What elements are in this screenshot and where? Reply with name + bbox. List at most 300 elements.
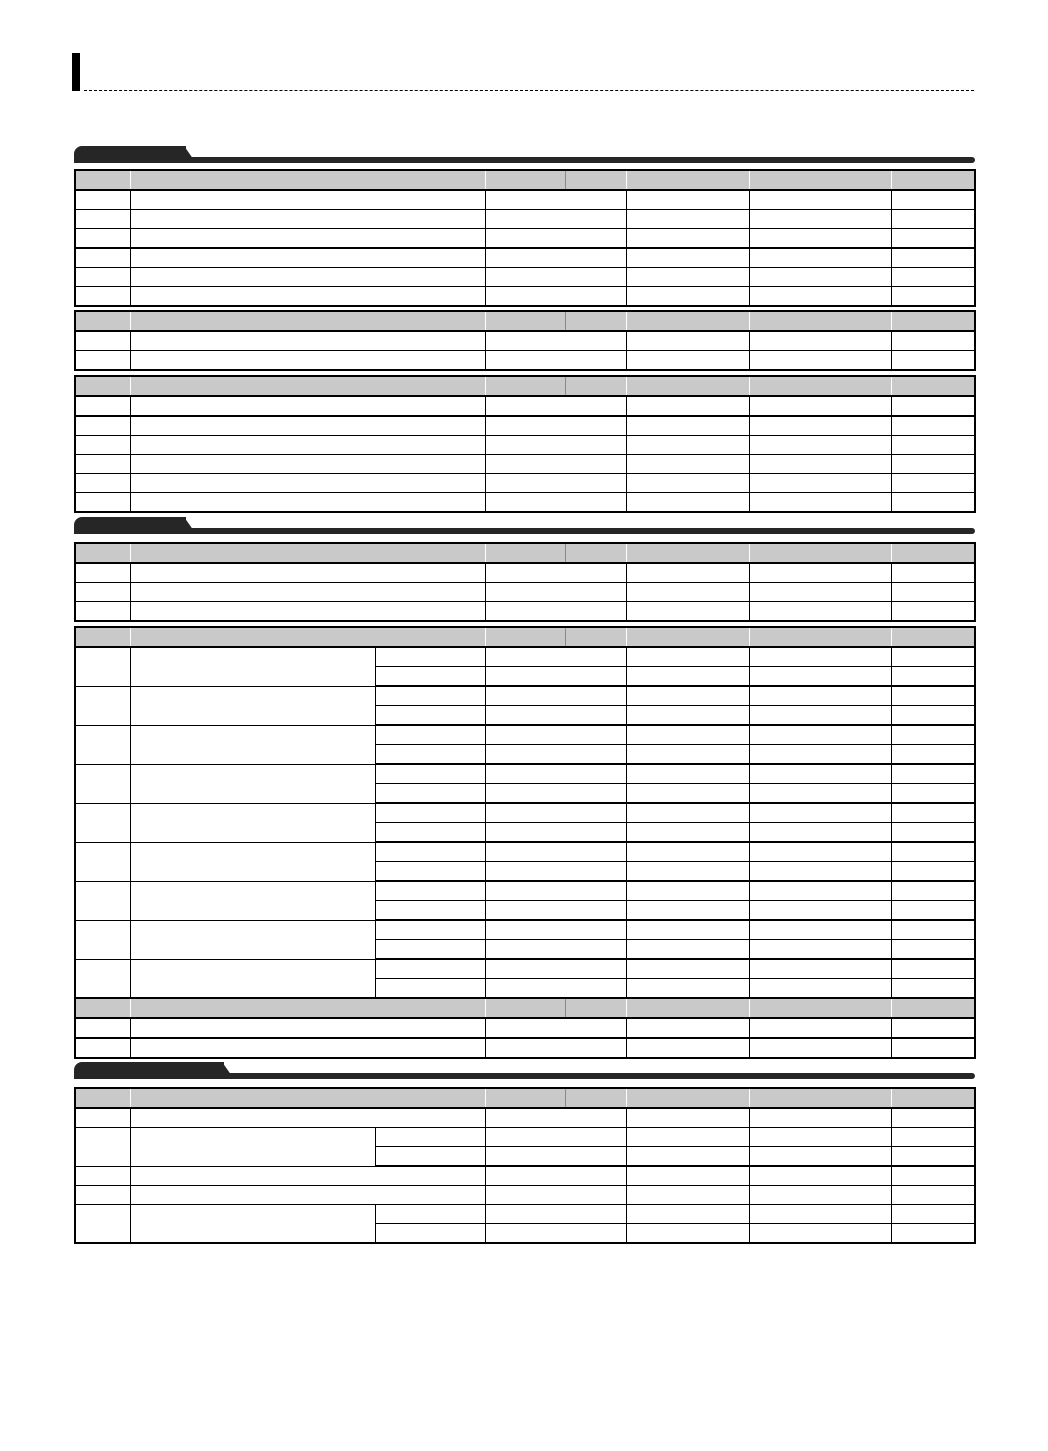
table-cell [749,823,891,843]
table-cell [375,920,485,940]
table-cell [891,647,975,667]
table-cell [75,563,130,583]
table-cell [130,842,375,881]
table-row [75,1038,975,1058]
table-cell [485,493,626,513]
table-cell [130,287,485,307]
table-row [75,396,975,416]
table-cell [626,436,749,455]
table-cell [485,803,626,823]
table-row [75,493,975,513]
table-cell [891,474,975,493]
table-cell [130,396,485,416]
table-cell [130,686,375,725]
table-cell [749,940,891,960]
table-cell [130,998,485,1018]
table-cell [565,376,626,396]
table-cell [749,351,891,371]
table-cell [891,493,975,513]
table-cell [565,1088,626,1108]
table-row [75,229,975,249]
table-cell [75,474,130,493]
table-cell [75,190,130,210]
table-cell [891,190,975,210]
table-cell [749,331,891,351]
table-cell [75,1186,130,1205]
table-cell [75,376,130,396]
table-cell [626,311,749,331]
table-cell [749,1147,891,1167]
table-cell [891,1038,975,1058]
table-cell [626,474,749,493]
table-row [75,190,975,210]
table-cell [891,667,975,687]
table-cell [485,311,565,331]
spec-table-1b [74,310,976,371]
table-cell [749,1166,891,1186]
table-cell [891,455,975,474]
table-cell [749,493,891,513]
table-cell [891,563,975,583]
table-cell [130,248,485,268]
table-cell [749,803,891,823]
table-cell [749,627,891,647]
table-cell [130,416,485,436]
table-cell [626,823,749,843]
table-row [75,583,975,602]
table-cell [749,170,891,190]
table-cell [375,842,485,862]
table-cell [626,784,749,804]
table-cell [626,331,749,351]
table-cell [749,1038,891,1058]
table-cell [891,416,975,436]
table-cell [130,268,485,287]
table-cell [75,229,130,249]
table-cell [130,351,485,371]
spec-table-1a [74,169,976,307]
table-cell [626,268,749,287]
table-cell [626,455,749,474]
table-cell [130,436,485,455]
table-cell [485,725,626,745]
table-cell [485,229,626,249]
section-header-3 [72,1062,975,1084]
table-row [75,455,975,474]
table-row [75,1205,975,1224]
table-cell [891,764,975,784]
table-cell [130,602,485,622]
table-cell [485,784,626,804]
table-cell [75,287,130,307]
table-cell [565,170,626,190]
table-cell [626,862,749,882]
table-cell [485,862,626,882]
table-cell [130,1166,485,1186]
table-cell [749,647,891,667]
table-row [75,1018,975,1038]
table-cell [749,210,891,229]
table-cell [75,998,130,1018]
table-cell [485,647,626,667]
table-cell [375,1147,485,1167]
spec-table-1c [74,375,976,513]
table-cell [75,803,130,842]
table-row [75,331,975,351]
table-cell [891,543,975,563]
table-cell [130,1205,375,1244]
table-cell [485,745,626,765]
table-cell [375,881,485,901]
table-cell [75,311,130,331]
table-cell [130,647,375,686]
table-cell [749,842,891,862]
table-cell [891,842,975,862]
table-cell [485,627,565,647]
table-row [75,436,975,455]
table-cell [749,583,891,602]
table-cell [749,1128,891,1147]
table-header-row [75,170,975,190]
table-cell [375,1205,485,1224]
table-cell [375,706,485,726]
table-cell [75,764,130,803]
table-cell [130,474,485,493]
table-cell [485,1224,626,1244]
table-cell [485,331,626,351]
table-cell [749,311,891,331]
table-row [75,1166,975,1186]
table-cell [485,686,626,706]
table-cell [485,416,626,436]
table-row [75,1108,975,1128]
table-cell [626,686,749,706]
table-cell [626,745,749,765]
table-cell [626,1108,749,1128]
table-cell [130,190,485,210]
table-cell [626,493,749,513]
title-dashed-rule [84,90,974,91]
table-header-row [75,543,975,563]
table-cell [749,979,891,999]
table-cell [626,764,749,784]
table-cell [375,745,485,765]
table-cell [485,210,626,229]
table-cell [749,1088,891,1108]
table-cell [626,667,749,687]
table-cell [891,287,975,307]
table-cell [626,881,749,901]
table-cell [749,287,891,307]
table-cell [626,1128,749,1147]
table-cell [485,436,626,455]
table-cell [891,1166,975,1186]
table-cell [749,436,891,455]
table-cell [375,1224,485,1244]
table-cell [626,351,749,371]
table-cell [485,1108,626,1128]
section-bar [74,157,975,163]
table-cell [375,764,485,784]
table-cell [626,1018,749,1038]
table-cell [485,940,626,960]
table-cell [891,901,975,921]
table-cell [891,1088,975,1108]
table-cell [130,881,375,920]
table-row [75,1128,975,1147]
table-cell [75,920,130,959]
table-cell [130,1186,485,1205]
table-cell [75,1088,130,1108]
table-cell [749,667,891,687]
table-cell [749,190,891,210]
table-cell [749,1205,891,1224]
table-cell [75,647,130,686]
table-cell [626,725,749,745]
table-cell [130,1038,485,1058]
table-cell [891,1224,975,1244]
table-cell [485,190,626,210]
table-cell [749,268,891,287]
table-cell [749,862,891,882]
table-row [75,764,975,784]
table-cell [375,784,485,804]
table-cell [375,725,485,745]
table-cell [626,940,749,960]
table-cell [749,602,891,622]
table-cell [130,331,485,351]
table-cell [130,563,485,583]
table-cell [375,823,485,843]
spec-table-2c [74,997,976,1059]
table-cell [626,583,749,602]
table-cell [75,210,130,229]
table-cell [485,170,565,190]
table-cell [749,784,891,804]
table-cell [75,881,130,920]
table-cell [626,998,749,1018]
table-cell [891,436,975,455]
table-cell [626,1088,749,1108]
table-cell [375,1128,485,1147]
table-cell [130,170,485,190]
table-cell [749,376,891,396]
table-header-row [75,376,975,396]
table-cell [485,881,626,901]
table-cell [749,920,891,940]
table-row [75,268,975,287]
table-cell [485,823,626,843]
table-cell [626,1038,749,1058]
section-bar [74,528,975,534]
table-cell [130,455,485,474]
table-cell [749,686,891,706]
table-header-row [75,998,975,1018]
table-cell [749,563,891,583]
table-cell [75,543,130,563]
table-cell [375,901,485,921]
table-cell [891,170,975,190]
table-cell [485,764,626,784]
table-cell [75,1205,130,1244]
table-cell [626,170,749,190]
table-cell [485,998,565,1018]
table-cell [626,190,749,210]
table-cell [891,210,975,229]
table-header-row [75,311,975,331]
table-cell [749,745,891,765]
table-cell [749,396,891,416]
table-cell [75,1128,130,1167]
table-row [75,803,975,823]
table-cell [626,602,749,622]
table-cell [375,862,485,882]
spec-table-2a [74,542,976,622]
table-cell [130,627,485,647]
table-cell [626,543,749,563]
table-cell [749,455,891,474]
table-cell [485,1038,626,1058]
table-row [75,647,975,667]
table-row [75,474,975,493]
table-cell [891,627,975,647]
table-cell [626,842,749,862]
table-cell [626,1166,749,1186]
table-cell [130,725,375,764]
table-cell [130,1088,485,1108]
table-cell [891,998,975,1018]
table-cell [626,959,749,979]
table-row [75,725,975,745]
table-cell [75,493,130,513]
table-cell [485,901,626,921]
table-cell [891,1186,975,1205]
table-cell [485,1147,626,1167]
table-cell [485,268,626,287]
table-cell [130,959,375,998]
table-cell [626,229,749,249]
table-cell [626,647,749,667]
table-cell [485,959,626,979]
table-row [75,686,975,706]
table-cell [75,331,130,351]
section-header-2 [72,517,975,539]
table-cell [485,287,626,307]
table-cell [485,455,626,474]
table-cell [626,920,749,940]
table-cell [75,627,130,647]
table-cell [626,803,749,823]
table-cell [749,543,891,563]
table-cell [891,396,975,416]
table-cell [485,1128,626,1147]
table-cell [891,311,975,331]
table-cell [75,1166,130,1186]
table-cell [375,686,485,706]
table-cell [75,416,130,436]
table-cell [485,1166,626,1186]
table-cell [485,1088,565,1108]
table-cell [75,686,130,725]
table-row [75,920,975,940]
table-cell [891,784,975,804]
table-cell [626,1147,749,1167]
section-header-1 [72,146,975,168]
table-cell [749,1018,891,1038]
table-row [75,351,975,371]
table-cell [130,920,375,959]
table-cell [75,396,130,416]
table-cell [75,268,130,287]
table-cell [485,396,626,416]
table-cell [75,725,130,764]
table-cell [485,1018,626,1038]
table-cell [626,248,749,268]
table-row [75,602,975,622]
table-cell [75,959,130,998]
table-cell [749,229,891,249]
table-cell [485,706,626,726]
table-cell [749,901,891,921]
table-cell [891,602,975,622]
table-cell [485,667,626,687]
table-cell [485,583,626,602]
table-cell [485,248,626,268]
table-cell [485,979,626,999]
table-cell [565,998,626,1018]
table-cell [749,998,891,1018]
table-cell [891,706,975,726]
table-cell [626,627,749,647]
table-cell [130,1108,485,1128]
table-row [75,287,975,307]
table-cell [485,376,565,396]
table-cell [749,1186,891,1205]
table-cell [891,351,975,371]
table-cell [375,959,485,979]
table-cell [891,959,975,979]
table-cell [891,940,975,960]
table-cell [626,287,749,307]
table-cell [891,248,975,268]
table-cell [130,803,375,842]
table-cell [565,627,626,647]
table-cell [130,543,485,563]
table-row [75,881,975,901]
table-cell [75,602,130,622]
table-cell [891,331,975,351]
table-cell [626,563,749,583]
table-cell [749,248,891,268]
table-row [75,210,975,229]
table-cell [130,311,485,331]
table-cell [891,979,975,999]
table-cell [130,764,375,803]
table-cell [130,1128,375,1167]
table-cell [626,901,749,921]
table-cell [749,725,891,745]
table-cell [749,706,891,726]
spec-table-3a [74,1087,976,1244]
table-cell [485,842,626,862]
table-row [75,1186,975,1205]
table-cell [749,416,891,436]
table-cell [749,764,891,784]
table-cell [626,979,749,999]
table-cell [749,1224,891,1244]
table-cell [130,229,485,249]
table-cell [891,823,975,843]
